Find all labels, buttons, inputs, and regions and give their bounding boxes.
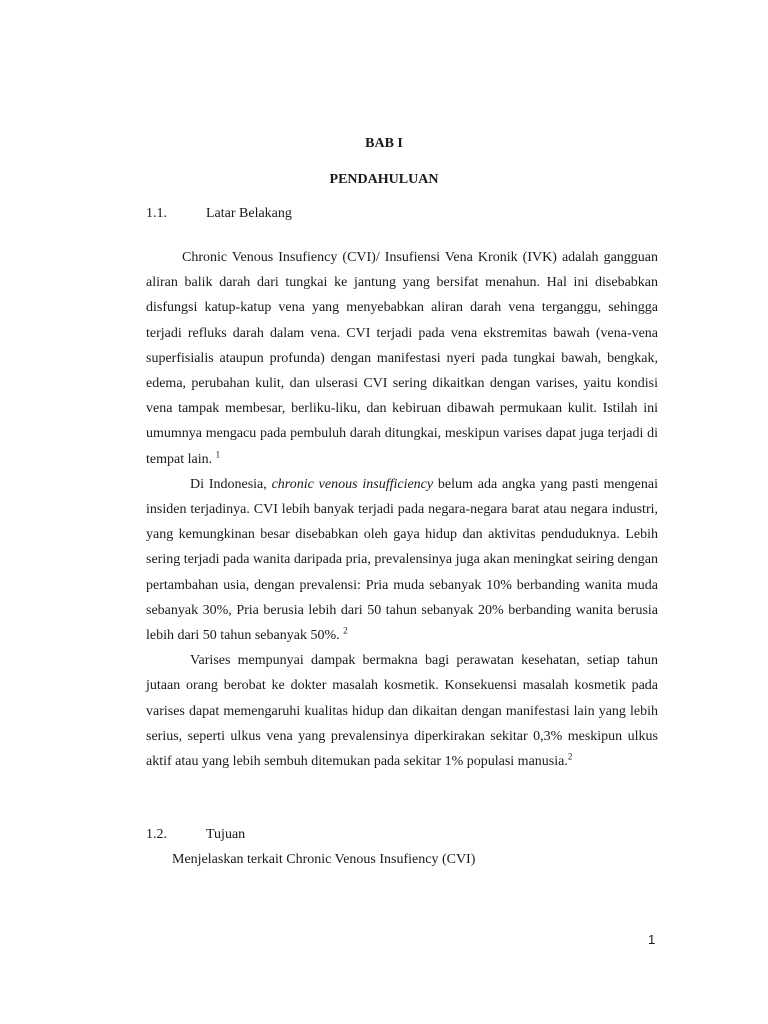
paragraph-text: Varises mempunyai dampak bermakna bagi perawatan kesehatan, setiap tahun jutaan orang berobat ke dokter masalah kosmetik. Konsekuensi masalah kosmetik pada varises dapat memengaruhi kualitas hidup dan dikaitan dengan manifestasi lain yang lebih serius, seperti ulkus vena yang prevalensinya diperkirakan sekitar 0,3% meskipun ulkus aktif atau yang lebih sembuh ditemukan pada sekitar 1% populasi manusia. [146, 653, 658, 770]
section-number: 1.1. [146, 206, 167, 221]
tujuan-text: Menjelaskan terkait Chronic Venous Insufiency (CVI) [172, 852, 476, 867]
section-heading-tujuan [146, 827, 245, 843]
section-title: Latar Belakang [206, 206, 292, 221]
page-number: 1 [648, 932, 656, 947]
paragraph-cvi-definition [146, 245, 658, 472]
section-title: Tujuan [206, 827, 246, 842]
section-body [146, 245, 658, 774]
section-number: 1.2. [146, 827, 167, 842]
footnote-ref: 2 [567, 751, 573, 762]
paragraph-text: Chronic Venous Insufiency (CVI)/ Insufiensi Vena Kronik (IVK) adalah gangguan aliran balik darah dari tungkai ke jantung yang bersifat menahun. Hal ini disebabkan disfungsi katup-katup vena yang menyebabkan aliran darah vena terganggu, sehingga terjadi refluks darah dalam vena. CVI terjadi pada vena ekstremitas bawah (vena-vena superfisialis ataupun profunda) dengan manifestasi nyeri pada tungkai bawah, bengkak, edema, perubahan kulit, dan ulserasi CVI sering dikaitkan dengan varises, yaitu kondisi vena tampak membesar, berliku-liku, dan kebiruan dibawah permukaan kulit. Istilah ini umumnya mengacu pada pembuluh darah ditungkai, meskipun varises dapat juga terjadi di tempat lain. [146, 250, 658, 467]
paragraph-text-rest: belum ada angka yang pasti mengenai insiden terjadinya. CVI lebih banyak terjadi pada negara-negara barat atau negara industri, yang kemungkinan besar disebabkan oleh gaya hidup dan aktivitas penduduknya. Lebih sering terjadi pada wanita daripada pria, prevalensinya juga akan meningkat seiring dengan pertambahan usia, dengan prevalensi: Pria muda sebanyak 10% berbanding wanita muda sebanyak 30%, Pria berusia lebih dari 50 tahun sebanyak 20% berbanding wanita berusia lebih dari 50 tahun sebanyak 50%. [146, 476, 658, 644]
chapter-number: BAB I [365, 136, 403, 151]
paragraph-varises [146, 648, 658, 774]
section-heading-latar-belakang [146, 206, 292, 222]
footnote-ref: 1 [215, 448, 221, 459]
chapter-title: PENDAHULUAN [329, 172, 439, 187]
footnote-ref: 2 [343, 625, 348, 636]
italic-term: chronic venous insufficiency [271, 476, 434, 492]
paragraph-indonesia [146, 472, 658, 648]
paragraph-text-start: Di Indonesia, [190, 476, 272, 492]
